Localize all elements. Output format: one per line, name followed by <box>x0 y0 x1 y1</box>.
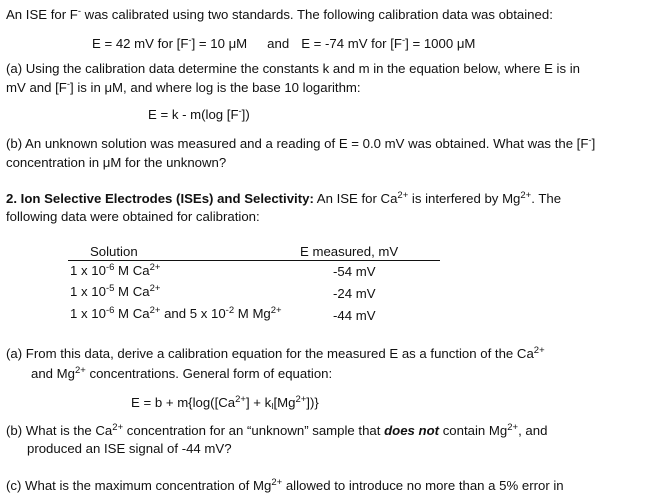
question-b-line2: concentration in μM for the unknown? <box>6 155 227 170</box>
question-2b-line1: (b) What is the $Ca^{2+}$ concentration for an “unknown” sample that does not contain $Mg^{2+}$, and <box>6 422 548 438</box>
question-b-line1: (b) An unknown solution was measured and a reading of E = 0.0 mV was obtained. What was the [F-] <box>6 135 596 151</box>
question-2a-line2: and $Mg^{2+}$ concentrations. General form of equation: <box>31 365 333 381</box>
table-header <box>68 243 440 261</box>
table-row-2-e: -24 mV <box>333 286 376 301</box>
question-a-line1: (a) Using the calibration data determine the constants k and m in the equation below, where E is in <box>6 61 580 76</box>
question-2c-line1: (c) What is the maximum concentration of $Mg^{2+}$ allowed to introduce no more than a 5% error in <box>6 477 564 493</box>
table-row-1-e: -54 mV <box>333 264 376 279</box>
table-row-1-solution: 1 x $10^{-6}$ M $Ca^{2+}$ <box>70 262 161 278</box>
table-row-3-e: -44 mV <box>333 308 376 323</box>
header-solution: Solution <box>90 244 138 259</box>
table-row-2-solution: 1 x $10^{-5}$ M $Ca^{2+}$ <box>70 283 161 299</box>
intro-text: An ISE for F- was calibrated using two standards. The following calibration data was obtained: <box>6 6 553 22</box>
equation-a: E = k - m(log [F-]) <box>148 106 250 122</box>
section-2-heading: 2. Ion Selective Electrodes (ISEs) and Selectivity: An ISE for $Ca^{2+}$ is interfered by $Mg^{2+}$. The <box>6 190 562 206</box>
equation-2a: $E = b + m\{\log([Ca^{2+}] + k_I[Mg^{2+}])\}$ <box>131 394 319 411</box>
table-row-3-solution: 1 x $10^{-6}$ M $Ca^{2+}$ and 5 x $10^{-2}$ M $Mg^{2+}$ <box>70 305 282 321</box>
section-2-line2: following data were obtained for calibration: <box>6 209 260 224</box>
calibration-data-line: E = 42 mV for [F-] = 10 μM and E = -74 mV for [F-] = 1000 μM <box>92 35 476 51</box>
header-e-measured: E measured, mV <box>300 244 399 259</box>
question-2a-line1: (a) From this data, derive a calibration equation for the measured E as a function of the $Ca^{2+}$ <box>6 345 545 361</box>
question-2b-line2: produced an ISE signal of -44 mV? <box>27 441 232 456</box>
question-a-line2: mV and [F-] is in μM, and where log is the base 10 logarithm: <box>6 79 361 95</box>
